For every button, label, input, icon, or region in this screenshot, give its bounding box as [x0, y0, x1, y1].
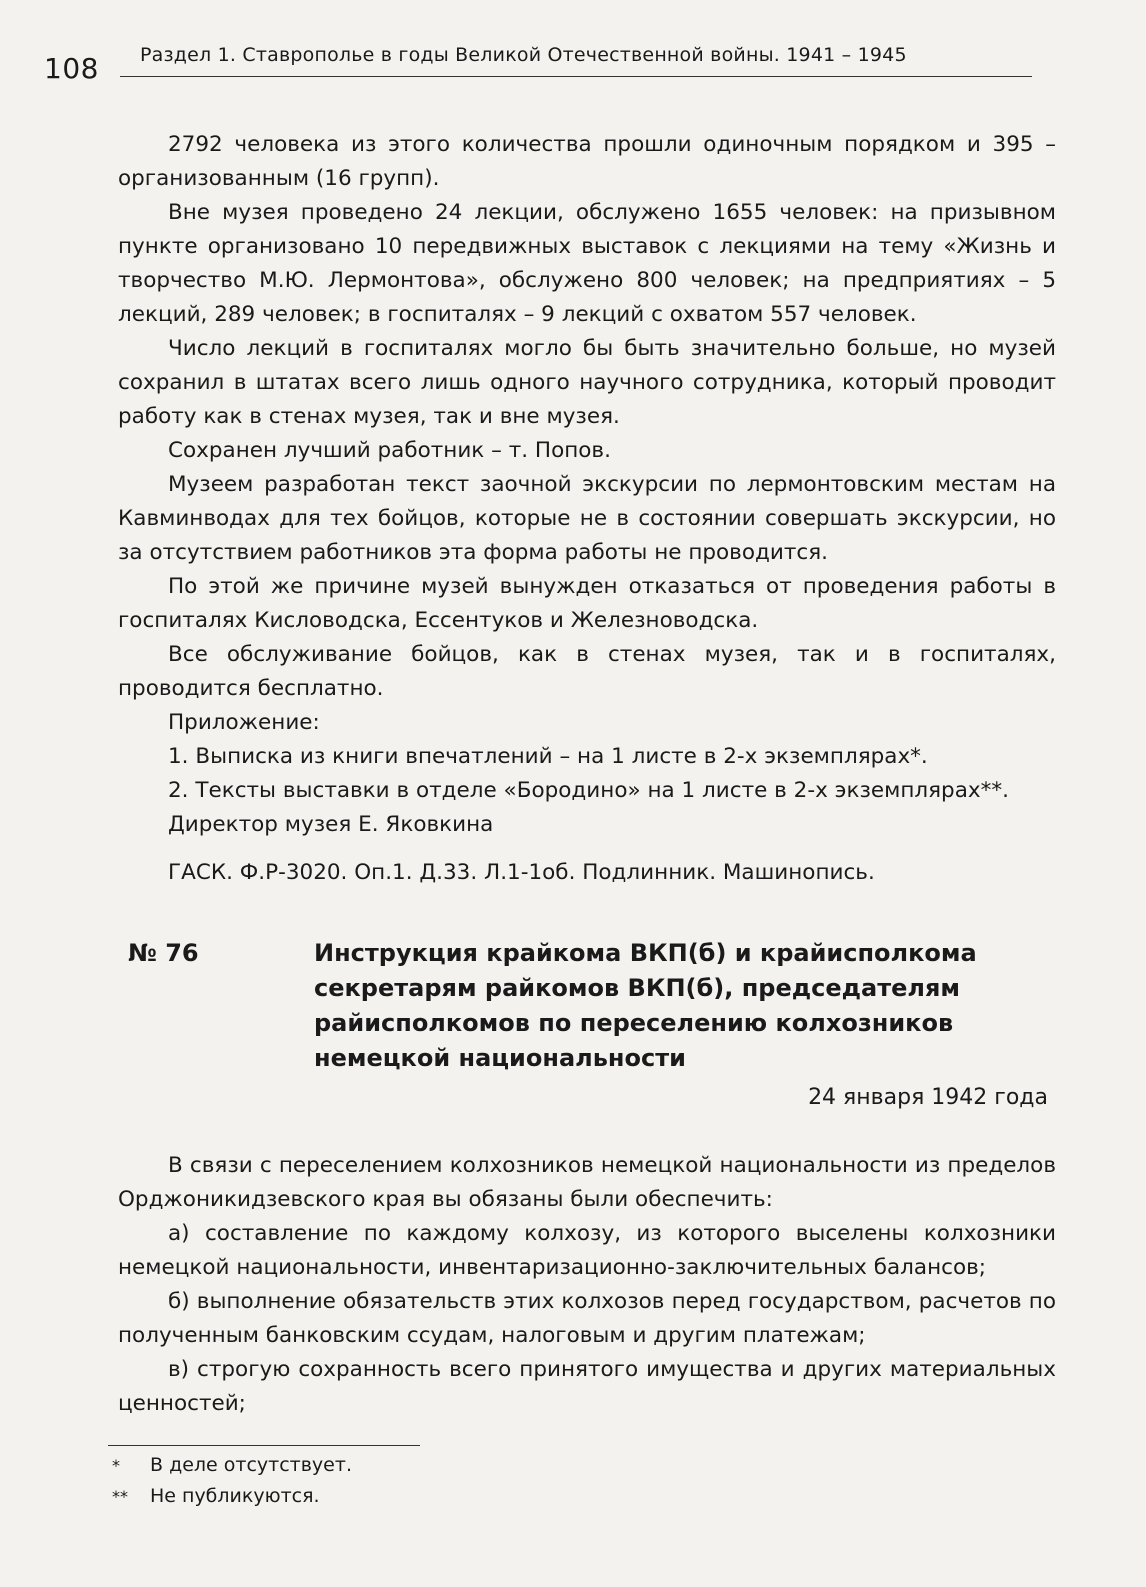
paragraph: б) выполнение обязательств этих колхозов перед государством, расчетов по полученным банковским ссудам, налоговым и другим платежам;: [118, 1289, 1056, 1348]
signature: Директор музея Е. Яковкина: [168, 812, 494, 837]
paragraph: По этой же причине музей вынужден отказаться от проведения работы в госпиталях Кисловодска, Ессентуков и Железноводска.: [118, 574, 1056, 633]
paragraph: Вне музея проведено 24 лекции, обслужено 1655 человек: на призывном пункте организовано 10 передвижных выставок с лекциями на тему «Жизнь и творчество М.Ю. Лермонтова», обслужено 800 человек; на предприятиях – 5 лекций, 289 человек; в госпиталях – 9 лекций с охватом 557 человек.: [118, 200, 1056, 327]
document-header: [128, 936, 1028, 1076]
footnote: [112, 1450, 352, 1481]
paragraph: Музеем разработан текст заочной экскурсии по лермонтовским местам на Кавминводах для тех бойцов, которые не в состоянии совершать экскурсии, но за отсутствием работников эта форма работы не проводится.: [118, 472, 1056, 565]
appendix-title: Приложение:: [168, 710, 320, 735]
footnote-text: В деле отсутствует.: [150, 1454, 352, 1476]
footnote-mark: *: [112, 1456, 120, 1475]
paragraph: Все обслуживание бойцов, как в стенах музея, так и в госпиталях, проводится бесплатно.: [118, 642, 1056, 701]
paragraph: 2792 человека из этого количества прошли одиночным порядком и 395 – организованным (16 групп).: [118, 132, 1056, 191]
document-number: № 76: [128, 939, 199, 967]
paragraph: в) строгую сохранность всего принятого имущества и других материальных ценностей;: [118, 1357, 1056, 1416]
footnote-text: Не публикуются.: [150, 1485, 320, 1507]
page-number: 108: [44, 52, 99, 85]
appendix-item: 1. Выписка из книги впечатлений – на 1 листе в 2-х экземплярах*.: [168, 744, 928, 769]
report-body: [118, 128, 1056, 890]
running-title: Раздел 1. Ставрополье в годы Великой Отечественной войны. 1941 – 1945: [140, 44, 907, 66]
document-date: 24 января 1942 года: [808, 1085, 1048, 1110]
paragraph: В связи с переселением колхозников немецкой национальности из пределов Орджоникидзевского края вы обязаны были обеспечить:: [118, 1153, 1056, 1212]
footnote-mark: **: [112, 1487, 128, 1506]
archive-reference: ГАСК. Ф.Р-3020. Оп.1. Д.33. Л.1-1об. Подлинник. Машинопись.: [168, 860, 875, 885]
footnotes: [112, 1450, 352, 1512]
footnote-divider: [108, 1445, 420, 1446]
instruction-body: [118, 1149, 1056, 1421]
paragraph: Сохранен лучший работник – т. Попов.: [168, 438, 611, 463]
header-divider: [120, 76, 1032, 77]
document-title: Инструкция крайкома ВКП(б) и крайисполкома секретарям райкомов ВКП(б), председателям райисполкомов по переселению колхозников немецкой национальности: [314, 939, 977, 1072]
paragraph: а) составление по каждому колхозу, из которого выселены колхозники немецкой национальности, инвентаризационно-заключительных балансов;: [118, 1221, 1056, 1280]
footnote: [112, 1481, 352, 1512]
paragraph: Число лекций в госпиталях могло бы быть значительно больше, но музей сохранил в штатах всего лишь одного научного сотрудника, который проводит работу как в стенах музея, так и вне музея.: [118, 336, 1056, 429]
appendix-item: 2. Тексты выставки в отделе «Бородино» на 1 листе в 2-х экземплярах**.: [168, 778, 1009, 803]
